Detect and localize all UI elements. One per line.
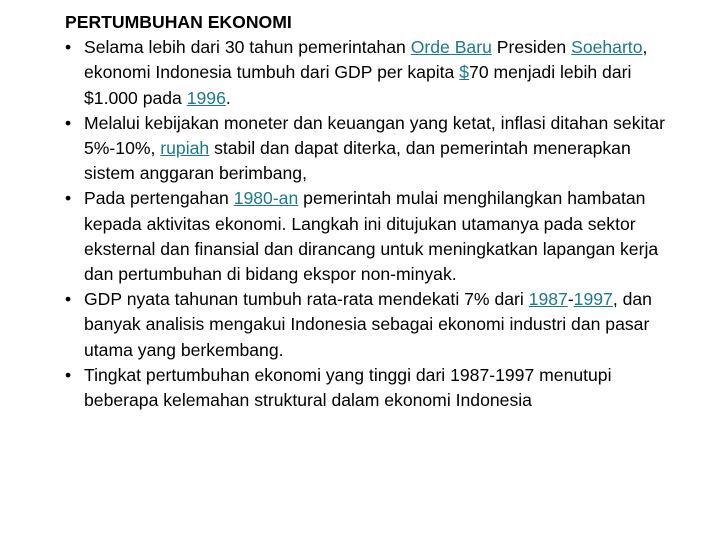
bullet-item xyxy=(65,186,675,287)
bullet-icon: • xyxy=(65,289,72,310)
bullet-list xyxy=(65,35,675,413)
hyperlink[interactable]: Orde Baru xyxy=(410,37,492,58)
bullet-icon: • xyxy=(65,37,72,58)
bullet-text: , ekonomi Indonesia tumbuh dari GDP per kapita xyxy=(84,37,648,83)
bullet-item xyxy=(65,35,675,111)
hyperlink[interactable]: rupiah xyxy=(160,138,210,159)
bullet-text: pemerintah mulai menghilangkan hambatan kepada aktivitas ekonomi. Langkah ini ditujukan utamanya pada sektor eksternal dan finansial dan dirancang untuk meningkatkan lapangan kerja dan pertumbuhan di bidang ekspor non-minyak. xyxy=(84,188,659,285)
bullet-text: Melalui kebijakan moneter dan keuangan yang ketat, inflasi ditahan sekitar 5%-10%, xyxy=(84,112,665,159)
bullet-text: Presiden xyxy=(491,37,572,58)
bullet-text: - xyxy=(567,289,574,310)
hyperlink[interactable]: $ xyxy=(459,62,470,83)
bullet-item xyxy=(65,287,675,363)
hyperlink[interactable]: 1996 xyxy=(186,87,226,108)
slide-title: PERTUMBUHAN EKONOMI xyxy=(65,12,292,32)
hyperlink[interactable]: 1980-an xyxy=(233,188,299,209)
bullet-icon: • xyxy=(65,188,72,209)
hyperlink[interactable]: 1997 xyxy=(573,289,613,310)
bullet-text: Pada pertengahan xyxy=(84,188,234,209)
bullet-icon: • xyxy=(65,364,72,385)
bullet-item xyxy=(65,111,675,187)
bullet-text: Selama lebih dari 30 tahun pemerintahan xyxy=(84,37,411,58)
bullet-text: 70 menjadi lebih dari $1.000 pada xyxy=(84,62,632,108)
bullet-text: GDP nyata tahunan tumbuh rata-rata mendekati 7% dari xyxy=(84,289,529,310)
bullet-text: , dan banyak analisis mengakui Indonesia sebagai ekonomi industri dan pasar utama yang berkembang. xyxy=(84,289,652,360)
hyperlink[interactable]: Soeharto xyxy=(571,37,643,58)
bullet-text: stabil dan dapat diterka, dan pemerintah menerapkan sistem anggaran berimbang, xyxy=(84,138,631,184)
bullet-item xyxy=(65,363,675,413)
slide-content xyxy=(65,10,675,413)
bullet-text: Tingkat pertumbuhan ekonomi yang tinggi dari 1987-1997 menutupi beberapa kelemahan struktural dalam ekonomi Indonesia xyxy=(84,364,612,411)
bullet-icon: • xyxy=(65,112,72,133)
bullet-text: . xyxy=(225,87,231,108)
hyperlink[interactable]: 1987 xyxy=(528,289,568,310)
